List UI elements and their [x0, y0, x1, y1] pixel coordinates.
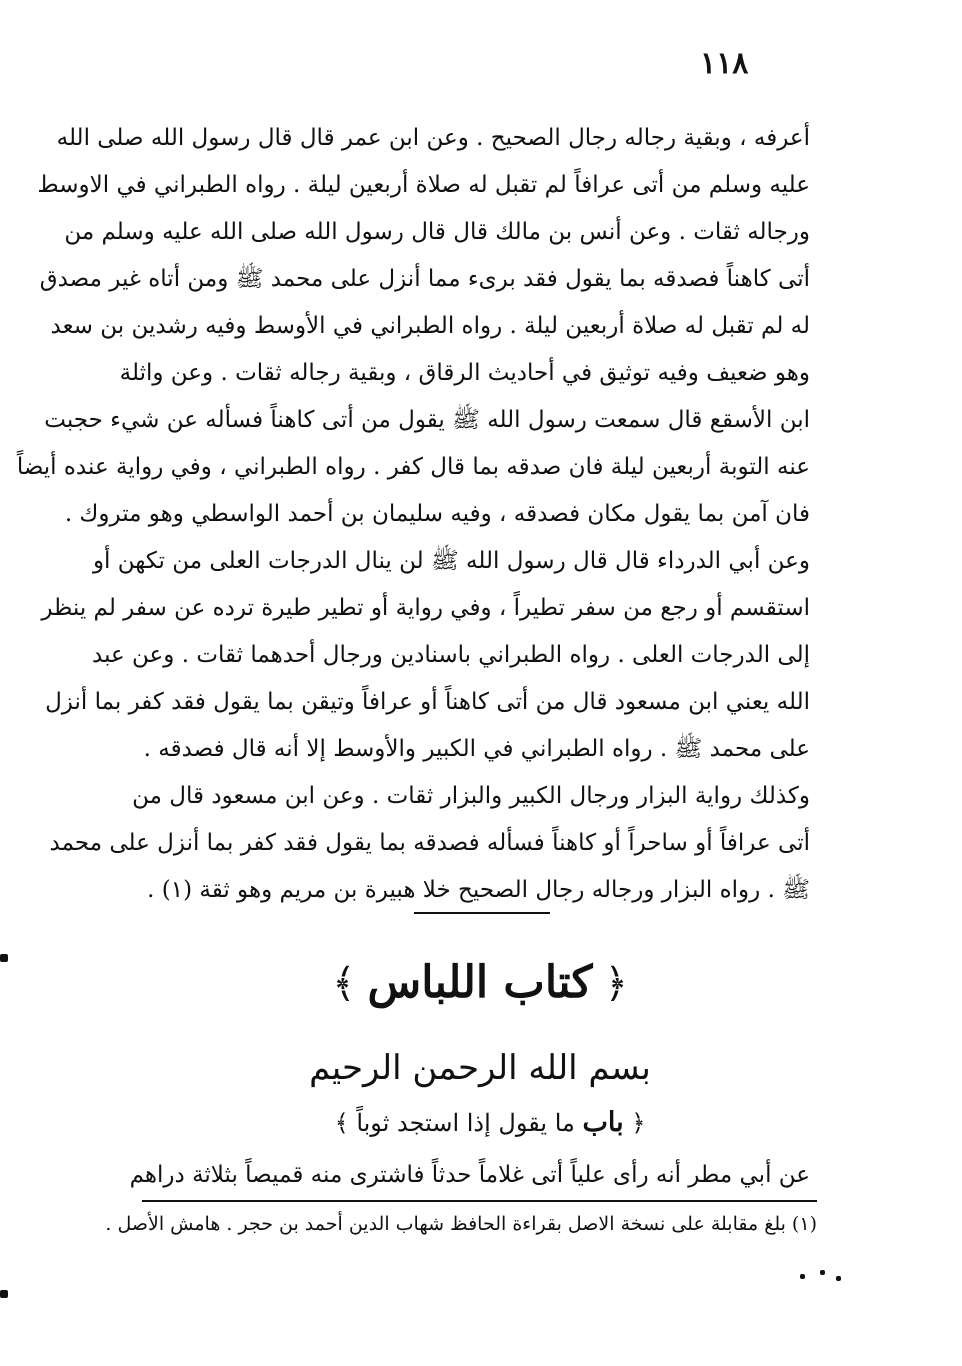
- book-title-text: كتاب اللباس: [367, 957, 593, 1008]
- text-line: وكذلك رواية البزار ورجال الكبير والبزار ثقات . وعن ابن مسعود قال من: [132, 783, 810, 809]
- scan-edge-mark: [0, 1290, 8, 1298]
- chapter-bracket-open: ﴿: [631, 1109, 646, 1137]
- hadith-text-line: عن أبي مطر أنه رأى علياً أتى غلاماً حدثاً فاشترى منه قميصاً بثلاثة دراهم: [129, 1162, 810, 1188]
- title-bracket-close: ﴾: [332, 961, 356, 1007]
- scan-speck: [820, 1270, 825, 1275]
- main-text: [16, 115, 810, 914]
- chapter-heading: [290, 1102, 690, 1144]
- footnote: (١) بلغ مقابلة على نسخة الاصل بقراءة الحافظ شهاب الدين أحمد بن حجر . هامش الأصل .: [105, 1213, 817, 1235]
- text-line: عليه وسلم من أتى عرافاً لم تقبل له صلاة أربعين ليلة . رواه الطبراني في الاوسط: [37, 172, 810, 198]
- section-divider: [414, 912, 550, 914]
- chapter-bracket-close: ﴾: [334, 1109, 349, 1137]
- text-line: ورجاله ثقات . وعن أنس بن مالك قال قال رسول الله صلى الله عليه وسلم من: [64, 219, 810, 245]
- scan-edge-mark: [0, 954, 8, 962]
- text-line: أتى كاهناً فصدقه بما يقول فقد برىء مما أنزل على محمد ﷺ ومن أتاه غير مصدق: [39, 266, 810, 292]
- scan-speck: [836, 1276, 841, 1281]
- title-bracket-open: ﴿: [604, 961, 628, 1007]
- text-line: أتى عرافاً أو ساحراً أو كاهناً فسأله فصدقه بما يقول فقد كفر بما أنزل على محمد: [49, 830, 810, 856]
- text-line: ﷺ . رواه البزار ورجاله رجال الصحيح خلا هبيرة بن مريم وهو ثقة (١) .: [147, 877, 810, 903]
- book-title: [300, 948, 660, 1018]
- text-line: أعرفه ، وبقية رجاله رجال الصحيح . وعن ابن عمر قال قال رسول الله صلى الله: [56, 125, 810, 151]
- text-line: على محمد ﷺ . رواه الطبراني في الكبير والأوسط إلا أنه قال فصدقه .: [143, 736, 810, 762]
- text-line: وعن أبي الدرداء قال قال رسول الله ﷺ لن ينال الدرجات العلى من تكهن أو: [92, 548, 810, 574]
- text-line: فان آمن بما يقول مكان فصدقه ، وفيه سليمان بن أحمد الواسطي وهو متروك .: [64, 501, 810, 527]
- page-number: ١١٨: [700, 46, 749, 81]
- footnote-divider: [142, 1200, 817, 1202]
- text-line: له لم تقبل له صلاة أربعين ليلة . رواه الطبراني في الأوسط وفيه رشدين بن سعد: [50, 313, 810, 339]
- chapter-bab: باب: [582, 1107, 624, 1138]
- text-line: عنه التوبة أربعين ليلة فان صدقه بما قال كفر . رواه الطبراني ، وفي رواية عنده أيضاً: [16, 454, 810, 480]
- text-line: ابن الأسقع قال سمعت رسول الله ﷺ يقول من أتى كاهناً فسأله عن شيء حجبت: [44, 407, 810, 433]
- text-line: إلى الدرجات العلى . رواه الطبراني باسنادين ورجال أحدهما ثقات . وعن عبد: [92, 642, 810, 668]
- basmala: بسم الله الرحمن الرحيم: [309, 1048, 651, 1088]
- scan-speck: [800, 1274, 805, 1279]
- text-line: استقسم أو رجع من سفر تطيراً ، وفي رواية أو تطير طيرة ترده عن سفر لم ينظر: [41, 595, 810, 621]
- text-line: الله يعني ابن مسعود قال من أتى كاهناً أو عرافاً وتيقن بما يقول فقد كفر بما أنزل: [45, 689, 810, 715]
- text-line: وهو ضعيف وفيه توثيق في أحاديث الرقاق ، وبقية رجاله ثقات . وعن واثلة: [119, 360, 810, 386]
- chapter-title: ما يقول إذا استجد ثوباً: [356, 1109, 575, 1137]
